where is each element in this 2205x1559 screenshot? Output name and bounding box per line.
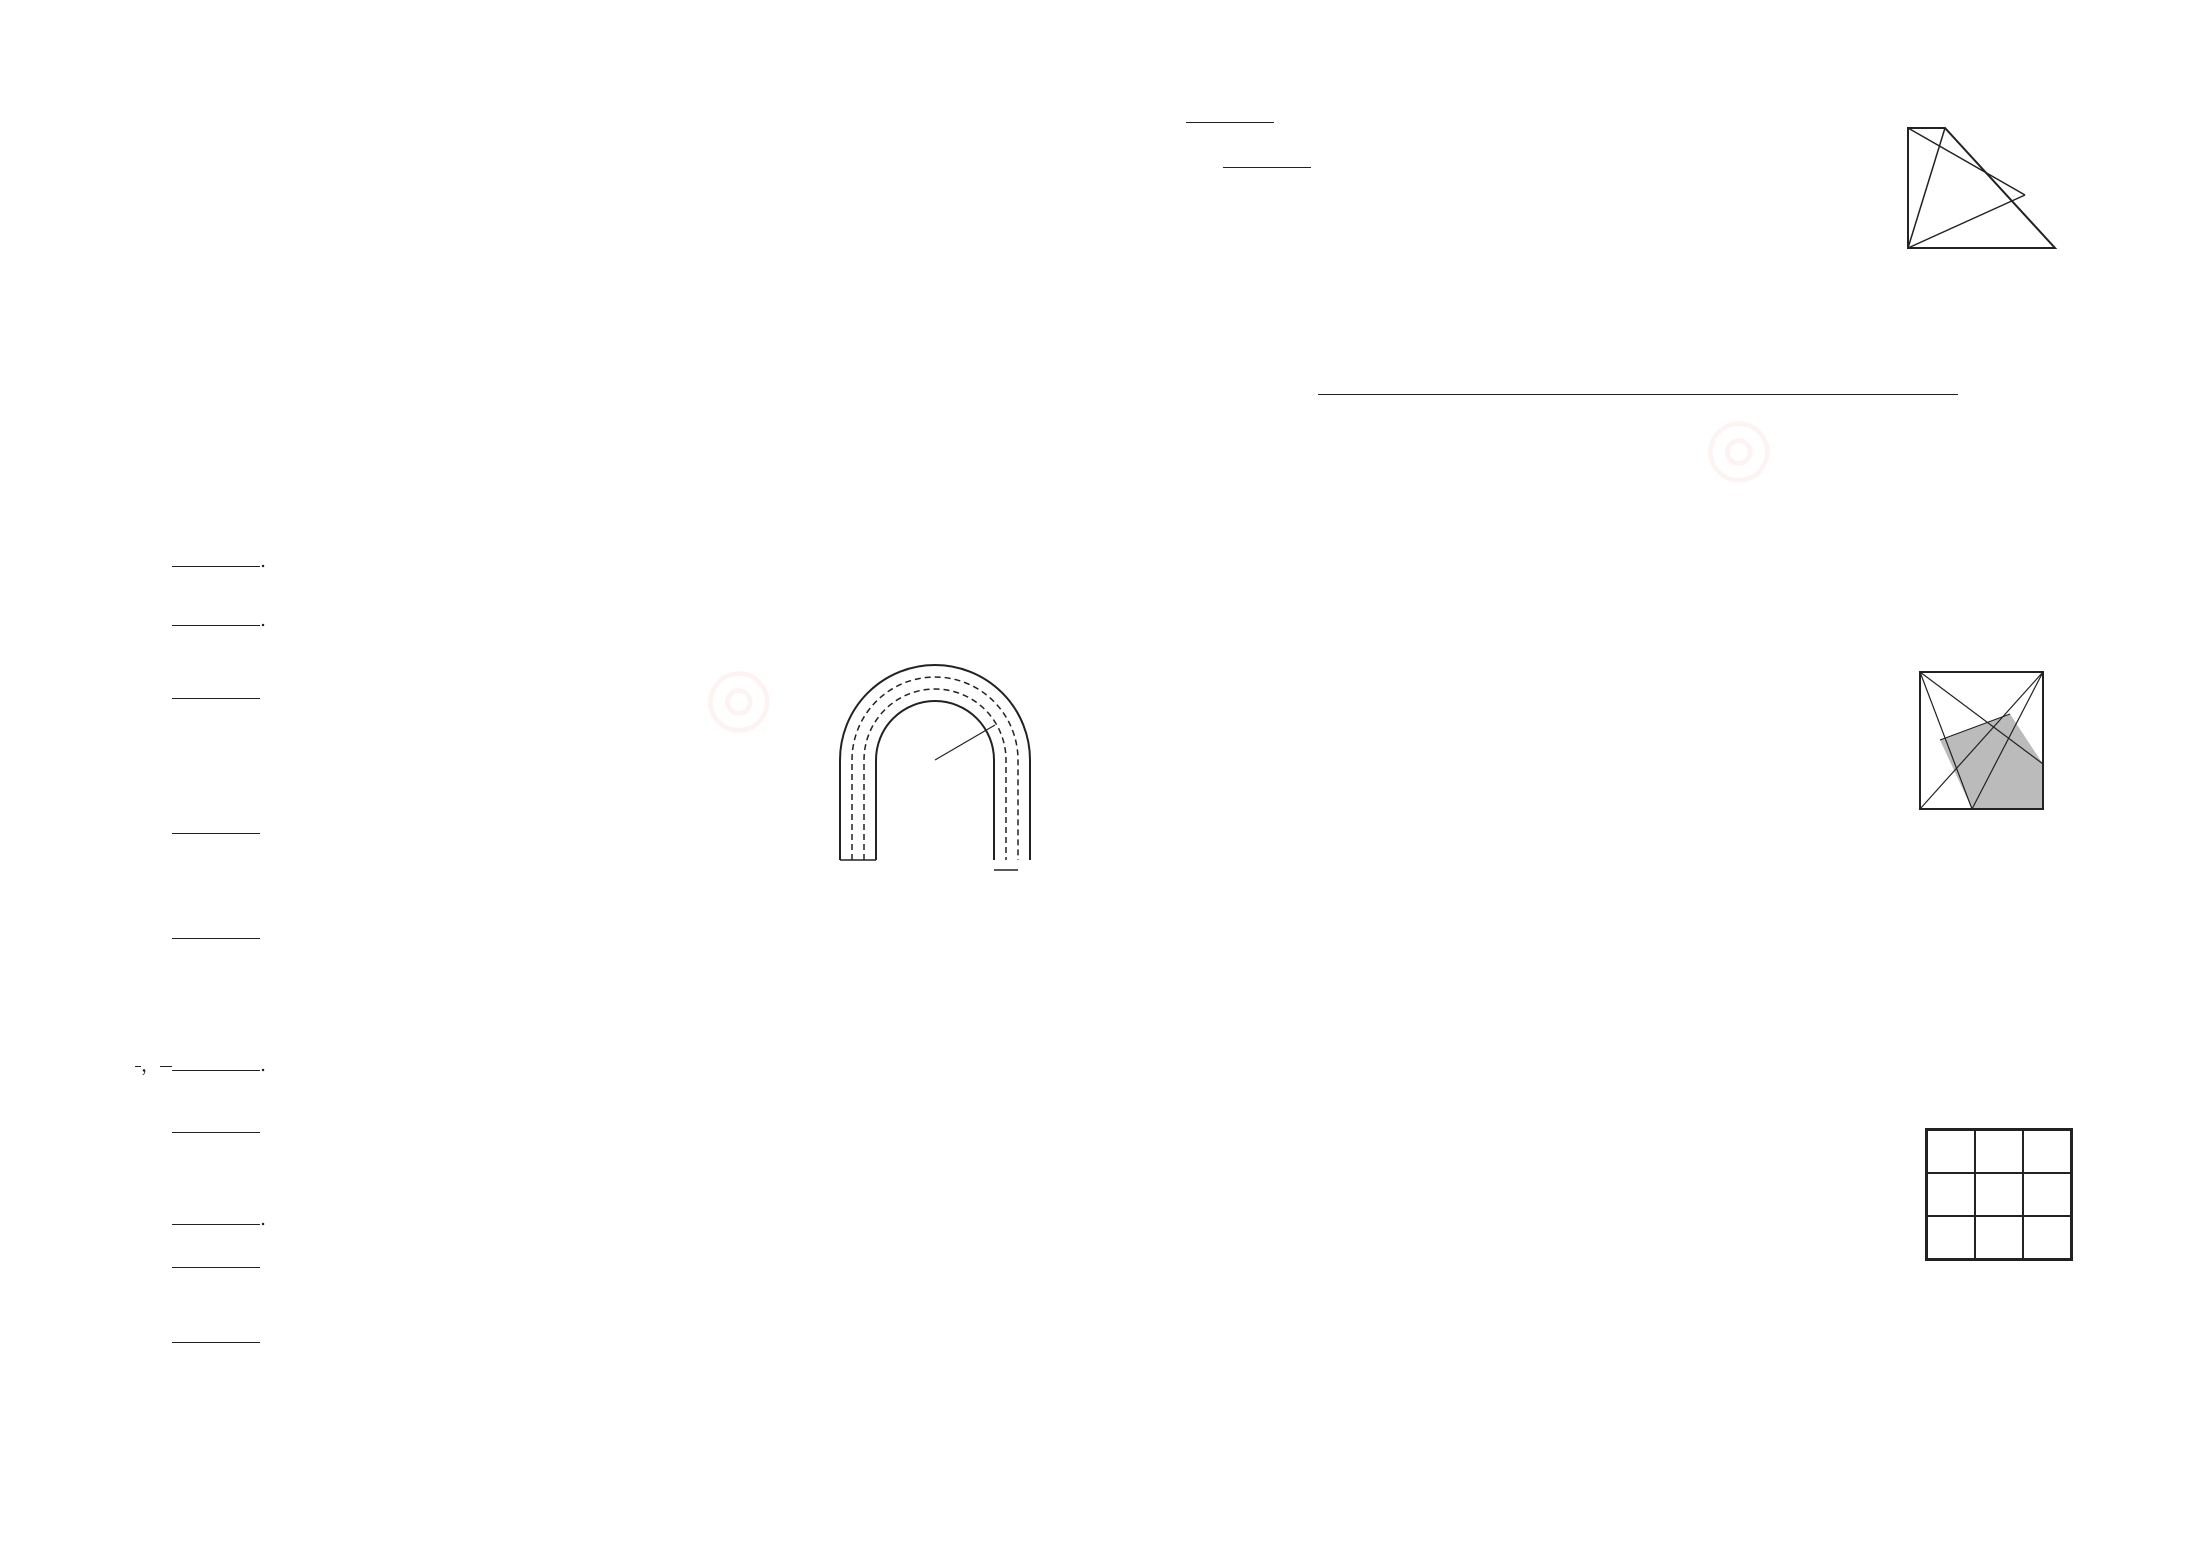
question-2: . — [135, 605, 1035, 635]
question-10 — [135, 1322, 1035, 1352]
fraction — [135, 1066, 141, 1067]
watermark: ◎ — [1679, 388, 1791, 505]
answer-blank[interactable] — [1223, 148, 1311, 168]
q13-denominator — [1318, 395, 1958, 397]
answer-blank[interactable] — [172, 814, 260, 834]
watermark: ◎ — [679, 638, 791, 755]
answer-blank[interactable] — [172, 679, 260, 699]
answer-blank[interactable] — [172, 1323, 260, 1343]
grid-cell[interactable] — [1927, 1216, 1975, 1259]
answer-blank[interactable] — [1186, 103, 1274, 123]
grid-cell[interactable] — [1975, 1130, 2023, 1173]
grid-cell[interactable] — [2023, 1130, 2071, 1173]
answer-blank[interactable] — [172, 606, 260, 626]
exam-meta — [128, 258, 1033, 282]
question-8: . — [172, 1204, 872, 1234]
q13-big-fraction — [1318, 390, 1958, 397]
question-1: . — [172, 546, 1042, 576]
figure-7-hexagons — [862, 1022, 1022, 1192]
answer-blank[interactable] — [172, 1113, 260, 1133]
grid-cell[interactable] — [1927, 1173, 1975, 1216]
figure-17-grid — [1925, 1128, 2073, 1261]
grid-cell[interactable] — [1927, 1130, 1975, 1173]
grid-cell[interactable] — [2023, 1216, 2071, 1259]
answer-blank[interactable] — [172, 1248, 260, 1268]
question-9 — [135, 1247, 1035, 1277]
figure-3-track — [830, 655, 1040, 925]
question-3 — [135, 678, 815, 708]
answer-blank[interactable] — [172, 547, 260, 567]
figure-15-square — [1900, 652, 2070, 837]
grid-cell[interactable] — [2023, 1173, 2071, 1216]
question-12 — [1186, 147, 1846, 177]
question-6-fractions: ， . — [135, 1050, 835, 1080]
question-7 — [135, 1112, 855, 1142]
question-4 — [135, 813, 815, 843]
answer-blank[interactable] — [172, 1051, 260, 1071]
grid-cell[interactable] — [1975, 1173, 2023, 1216]
question-5 — [135, 918, 1035, 948]
grid-cell[interactable] — [1975, 1216, 2023, 1259]
question-11-continued — [1186, 102, 1806, 132]
answer-blank[interactable] — [172, 1205, 260, 1225]
answer-blank[interactable] — [172, 919, 260, 939]
figure-11-trapezoid — [1870, 100, 2070, 270]
